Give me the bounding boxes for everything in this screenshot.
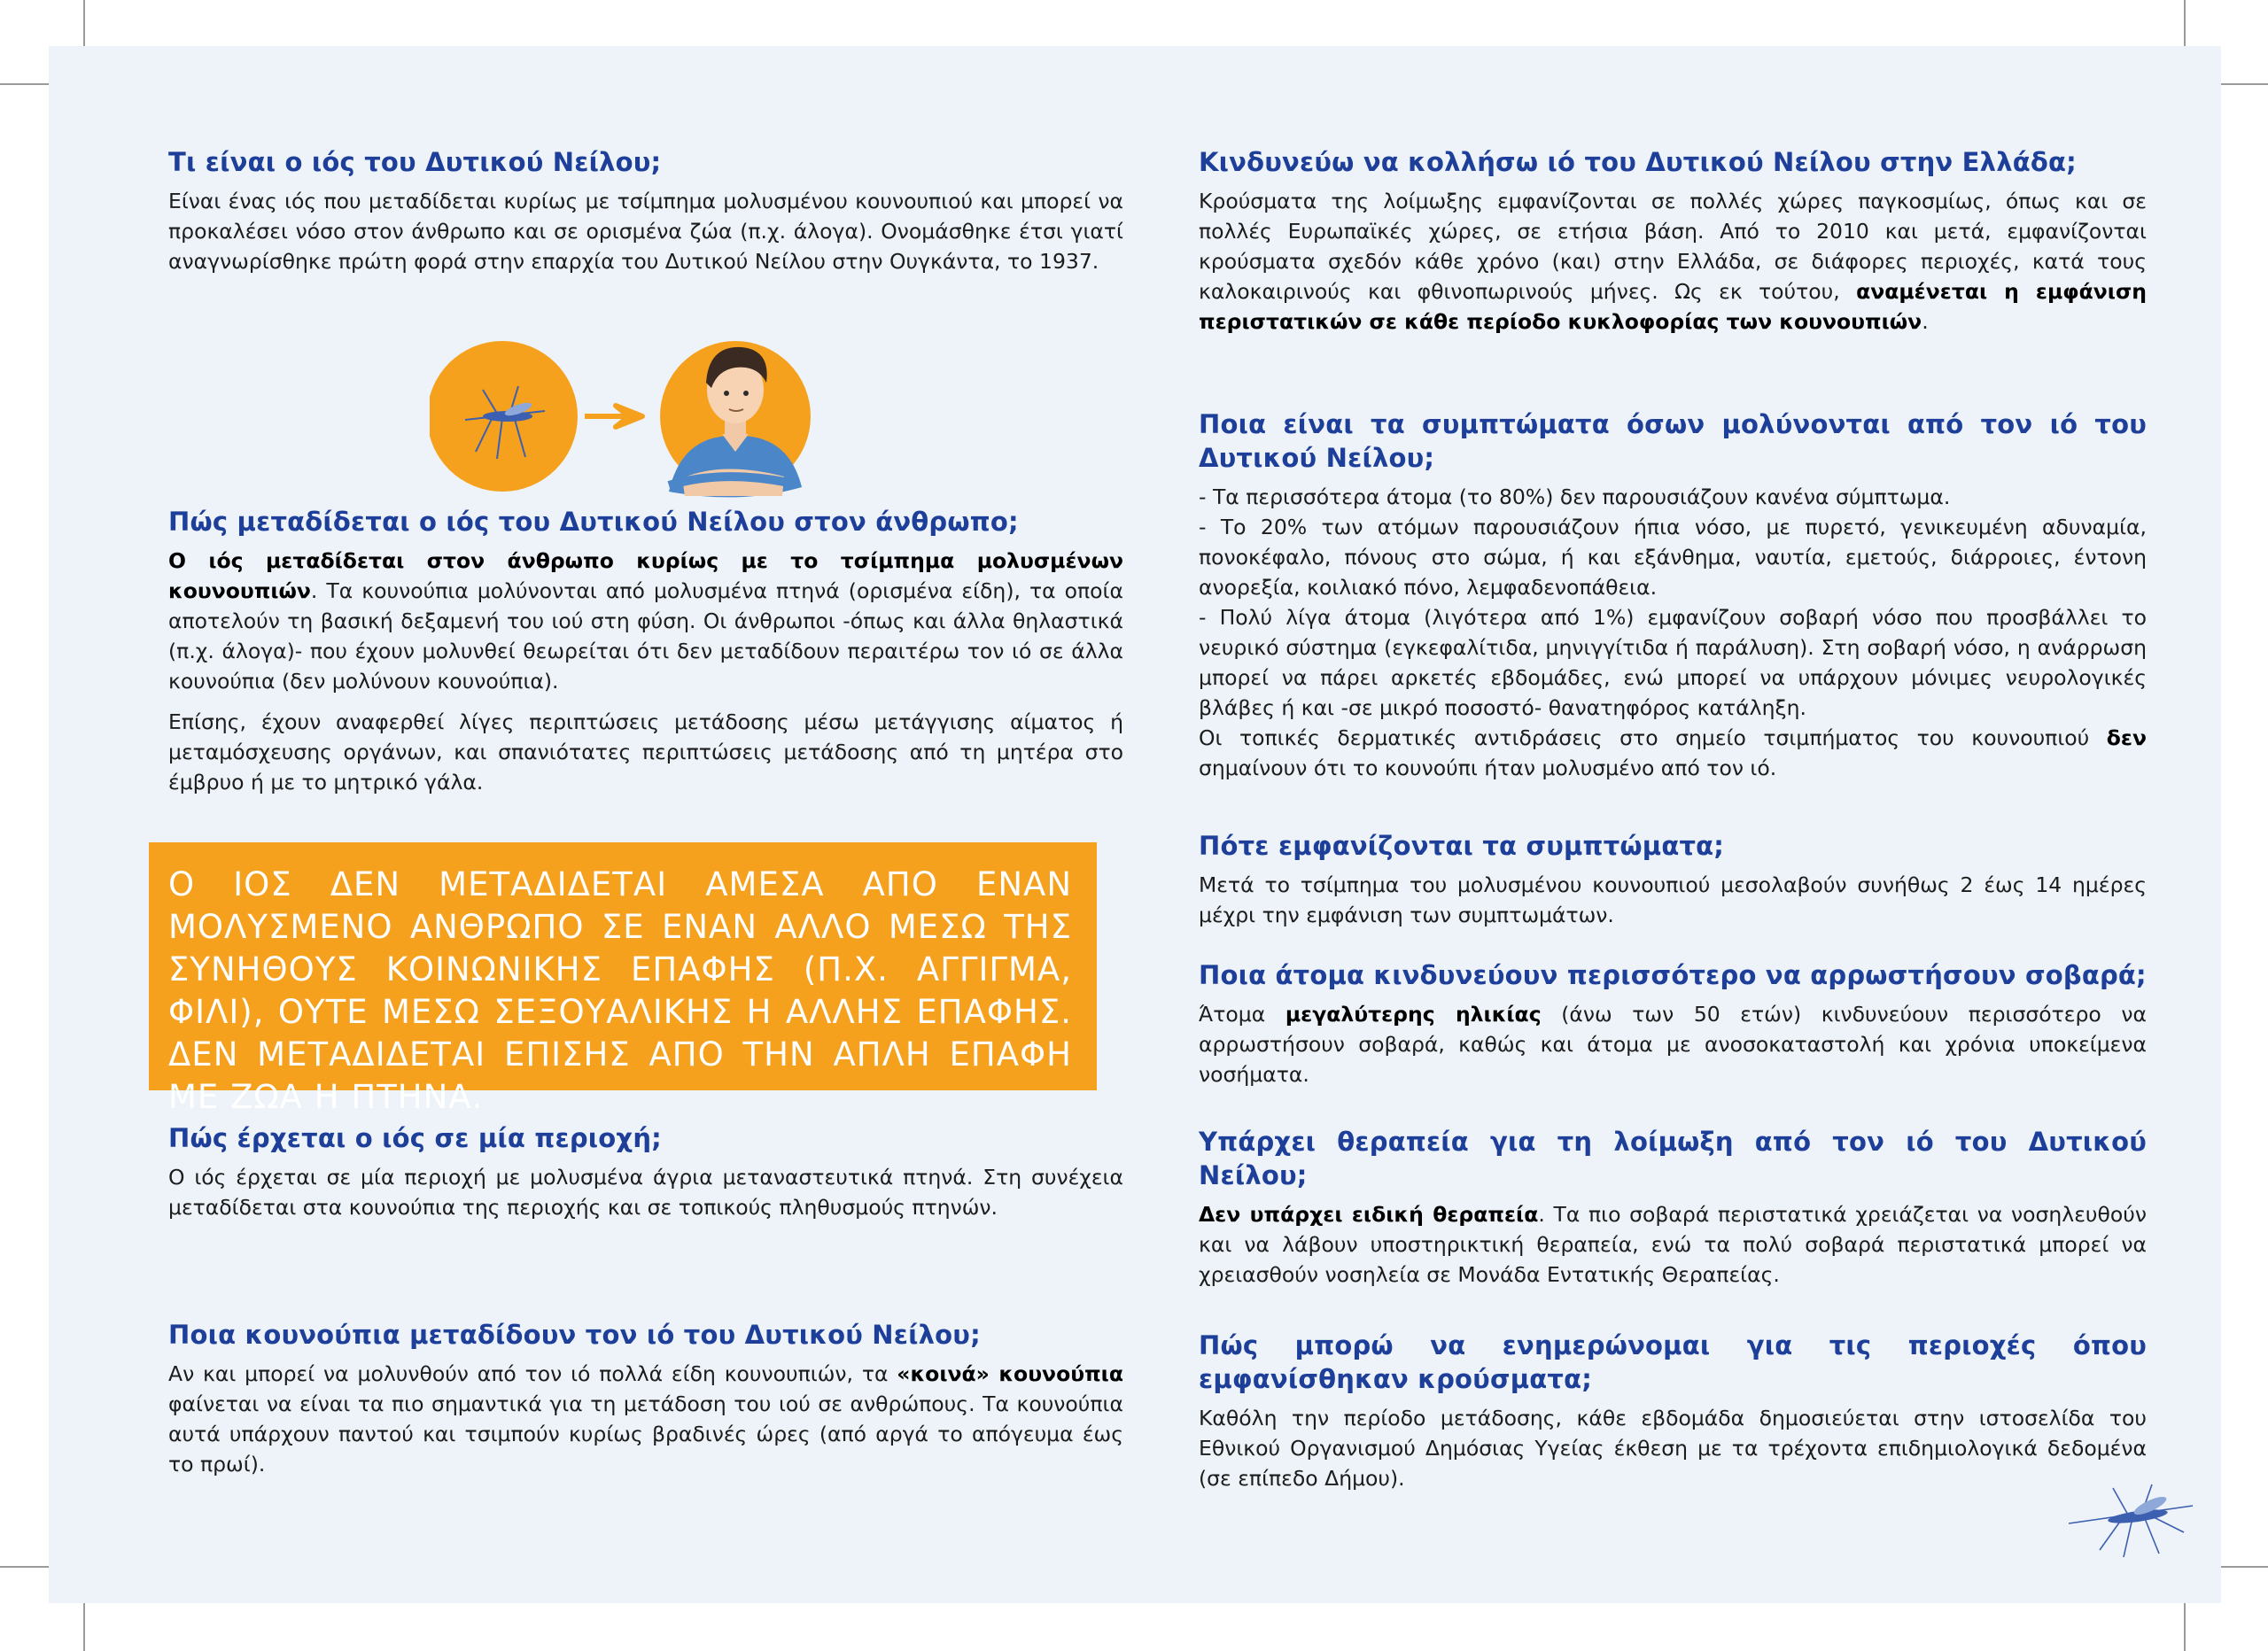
section-risk-groups xyxy=(1199,958,2147,1100)
person-icon xyxy=(660,341,811,497)
section-title: Υπάρχει θεραπεία για τη λοίμωξη από τον ιό του Δυτικού Νείλου; xyxy=(1199,1127,2147,1190)
mosquito-icon xyxy=(2060,1479,2202,1559)
section-title: Ποια άτομα κινδυνεύουν περισσότερο να αρρωστήσουν σοβαρά; xyxy=(1199,960,2147,990)
section-title: Τι είναι ο ιός του Δυτικού Νείλου; xyxy=(168,147,662,177)
section-title: Πώς μεταδίδεται ο ιός του Δυτικού Νείλου στον άνθρωπο; xyxy=(168,507,1019,537)
crop-mark xyxy=(83,1603,85,1651)
bold-text: «κοινά» κουνούπια xyxy=(897,1361,1123,1386)
section-symptoms xyxy=(1199,407,2147,794)
bold-text: δεν xyxy=(2106,725,2147,750)
section-text xyxy=(1199,999,2147,1089)
section-text xyxy=(168,1359,1123,1479)
section-text xyxy=(1199,723,2147,783)
section-text xyxy=(1199,1199,2147,1290)
arrow-right-icon xyxy=(585,406,642,427)
bold-text: αναμένεται η εμφάνιση περιστατικών σε κάθε περίοδο κυκλοφορίας των κουνουπιών xyxy=(1199,279,2147,334)
section-text xyxy=(168,546,1123,696)
section-transmission xyxy=(168,505,1123,808)
crop-mark xyxy=(2184,0,2186,46)
section-virus-arrival xyxy=(168,1121,1123,1233)
warning-callout: Ο ΙΟΣ ΔΕΝ ΜΕΤΑΔΙΔΕΤΑΙ ΑΜΕΣΑ ΑΠΟ ΕΝΑΝ ΜΟΛΥΣΜΕΝΟ ΑΝΘΡΩΠΟ ΣΕ ΕΝΑΝ ΑΛΛΟ ΜΕΣΩ ΤΗΣ ΣΥΝΗΘΟΥΣ ΚΟΙΝΩΝΙΚΗΣ ΕΠΑΦΗΣ (Π.Χ. ΑΓΓΙΓΜΑ, ΦΙΛΙ), ΟΥΤΕ ΜΕΣΩ ΣΕΞΟΥΑΛΙΚΗΣ Η ΑΛΛΗΣ ΕΠΑΦΗΣ. ΔΕΝ ΜΕΤΑΔΙΔΕΤΑΙ ΕΠΙΣΗΣ ΑΠΟ ΤΗΝ ΑΠΛΗ ΕΠΑΦΗ ΜΕ ΖΩΑ Η ΠΤΗΝΑ. xyxy=(149,842,1097,1090)
section-title: Ποια είναι τα συμπτώματα όσων μολύνονται από τον ιό του Δυτικού Νείλου; xyxy=(1199,409,2147,473)
section-text xyxy=(1199,186,2147,337)
text: Κρούσματα της λοίμωξης εμφανίζονται σε πολλές χώρες παγκοσμίως, όπως και σε πολλές Ευρωπαϊκές χώρες, σε ετήσια βάση. Από το 2010 και μετά, εμφανίζονται κρούσματα σχεδόν κάθε χρόνο (και) στην Ελλάδα, σε διάφορες περιοχές, κατά τους καλοκαιρινούς και φθινοπωρινούς μήνες. Ως εκ τούτου, xyxy=(1199,189,2147,304)
section-text: Ο ιός έρχεται σε μία περιοχή με μολυσμένα άγρια μεταναστευτικά πτηνά. Στη συνέχεια μεταδίδεται στα κουνούπια της περιοχής και σε τοπικούς πληθυσμούς πτηνών. xyxy=(168,1165,1123,1220)
crop-mark xyxy=(2221,83,2268,85)
bold-text: Δεν υπάρχει ειδική θεραπεία xyxy=(1199,1202,1539,1227)
text: . xyxy=(1922,309,1929,334)
section-text: Είναι ένας ιός που μεταδίδεται κυρίως με τσίμπημα μολυσμένου κουνουπιού και μπορεί να προκαλέσει νόσο στον άνθρωπο και σε ορισμένα ζώα (π.χ. άλογα). Ονομάσθηκε έτσι γιατί αναγνωρίσθηκε πρώτη φορά στην επαρχία του Δυτικού Νείλου στην Ουγκάντα, το 1937. xyxy=(168,189,1123,274)
section-title: Πότε εμφανίζονται τα συμπτώματα; xyxy=(1199,831,1725,861)
symptom-item: - Τα περισσότερα άτομα (το 80%) δεν παρουσιάζουν κανένα σύμπτωμα. xyxy=(1199,484,1951,509)
section-text: Καθόλη την περίοδο μετάδοσης, κάθε εβδομάδα δημοσιεύεται στην ιστοσελίδα του Εθνικού Οργανισμού Δημόσιας Υγείας έκθεση με τα τρέχοντα επιδημιολογικά δεδομένα (σε επίπεδο Δήμου). xyxy=(1199,1406,2147,1491)
section-updates xyxy=(1199,1329,2147,1504)
crop-mark xyxy=(2184,1603,2186,1651)
section-text: Μετά το τσίμπημα του μολυσμένου κουνουπιού μεσολαβούν συνήθως 2 έως 14 ημέρες μέχρι την εμφάνιση των συμπτωμάτων. xyxy=(1199,872,2147,927)
transmission-illustration xyxy=(430,328,828,505)
section-text: Επίσης, έχουν αναφερθεί λίγες περιπτώσεις μετάδοσης μέσω μετάγγισης αίματος ή μεταμόσχευσης οργάνων, και σπανιότατες περιπτώσεις μετάδοσης από τη μητέρα στο έμβρυο ή με το μητρικό γάλα. xyxy=(168,709,1123,794)
symptom-item: - Το 20% των ατόμων παρουσιάζουν ήπια νόσο, με πυρετό, γενικευμένη αδυναμία, πονοκέφαλο, πόνους στο σώμα, ή και εξάνθημα, ναυτία, εμετούς, διάρροιες, έντονη ανορεξία, κοιλιακό πόνο, λεμφαδενοπάθεια. xyxy=(1199,515,2147,600)
crop-mark xyxy=(0,1566,49,1568)
bold-text: Ο ιός μεταδίδεται στον άνθρωπο κυρίως με το τσίμπημα μολυσμένων κουνουπιών xyxy=(168,548,1123,603)
text: Οι τοπικές δερματικές αντιδράσεις στο σημείο τσιμπήματος του κουνουπιού xyxy=(1199,725,2107,750)
section-mosquito-types xyxy=(168,1318,1123,1490)
section-title: Κινδυνεύω να κολλήσω ιό του Δυτικού Νείλου στην Ελλάδα; xyxy=(1199,147,2077,177)
section-symptom-onset xyxy=(1199,829,2147,941)
text: σημαίνουν ότι το κουνούπι ήταν μολυσμένο από τον ιό. xyxy=(1199,756,1777,780)
bold-text: μεγαλύτερης ηλικίας xyxy=(1285,1002,1542,1027)
text: . Τα πιο σοβαρά περιστατικά χρειάζεται να νοσηλευθούν και να λάβουν υποστηρικτική θεραπεία, ενώ τα πολύ σοβαρά περιστατικά μπορεί να χρειασθούν νοσηλεία σε Μονάδα Εντατικής Θεραπείας. xyxy=(1199,1202,2147,1287)
brochure-panel xyxy=(49,46,2221,1603)
section-risk-greece xyxy=(1199,145,2147,347)
text: (άνω των 50 ετών) κινδυνεύουν περισσότερο να αρρωστήσουν σοβαρά, καθώς και άτομα με ανοσοκαταστολή και χρόνια υποκείμενα νοσήματα. xyxy=(1199,1002,2147,1087)
symptom-item: - Πολύ λίγα άτομα (λιγότερα από 1%) εμφανίζουν σοβαρή νόσο που προσβάλλει το νευρικό σύστημα (εγκεφαλίτιδα, μηνιγγίτιδα ή παράλυση). Στη σοβαρή νόσο, η ανάρρωση μπορεί να πάρει αρκετές εβδομάδες, ενώ μπορεί να υπάρχουν μόνιμες νευρολογικές βλάβες ή και -σε μικρό ποσοστό- θανατηφόρος κατάληξη. xyxy=(1199,605,2147,720)
crop-mark xyxy=(83,0,85,46)
text: Άτομα xyxy=(1199,1002,1285,1027)
text: Αν και μπορεί να μολυνθούν από τον ιό πολλά είδη κουνουπιών, τα xyxy=(168,1361,897,1386)
crop-mark xyxy=(0,83,49,85)
mosquito-icon xyxy=(430,341,578,492)
section-what-is-virus xyxy=(168,145,1123,287)
section-title: Πώς μπορώ να ενημερώνομαι για τις περιοχές όπου εμφανίσθηκαν κρούσματα; xyxy=(1199,1330,2147,1394)
text: . Τα κουνούπια μολύνονται από μολυσμένα πτηνά (ορισμένα είδη), τα οποία αποτελούν τη βασική δεξαμενή του ιού στη φύση. Οι άνθρωποι -όπως και άλλα θηλαστικά (π.χ. άλογα)- που έχουν μολυνθεί θεωρείται ότι δεν μεταδίδουν περαιτέρω τον ιό σε άλλα κουνούπια (δεν μολύνουν κουνούπια). xyxy=(168,578,1123,694)
section-treatment xyxy=(1199,1125,2147,1300)
crop-mark xyxy=(2221,1566,2268,1568)
text: φαίνεται να είναι τα πιο σημαντικά για τη μετάδοση του ιού σε ανθρώπους. Τα κουνούπια αυτά υπάρχουν παντού και τσιμπούν κυρίως βραδινές ώρες (από αργά το απόγευμα έως το πρωί). xyxy=(168,1391,1123,1477)
section-title: Πώς έρχεται ο ιός σε μία περιοχή; xyxy=(168,1123,662,1153)
section-title: Ποια κουνούπια μεταδίδουν τον ιό του Δυτικού Νείλου; xyxy=(168,1320,981,1350)
